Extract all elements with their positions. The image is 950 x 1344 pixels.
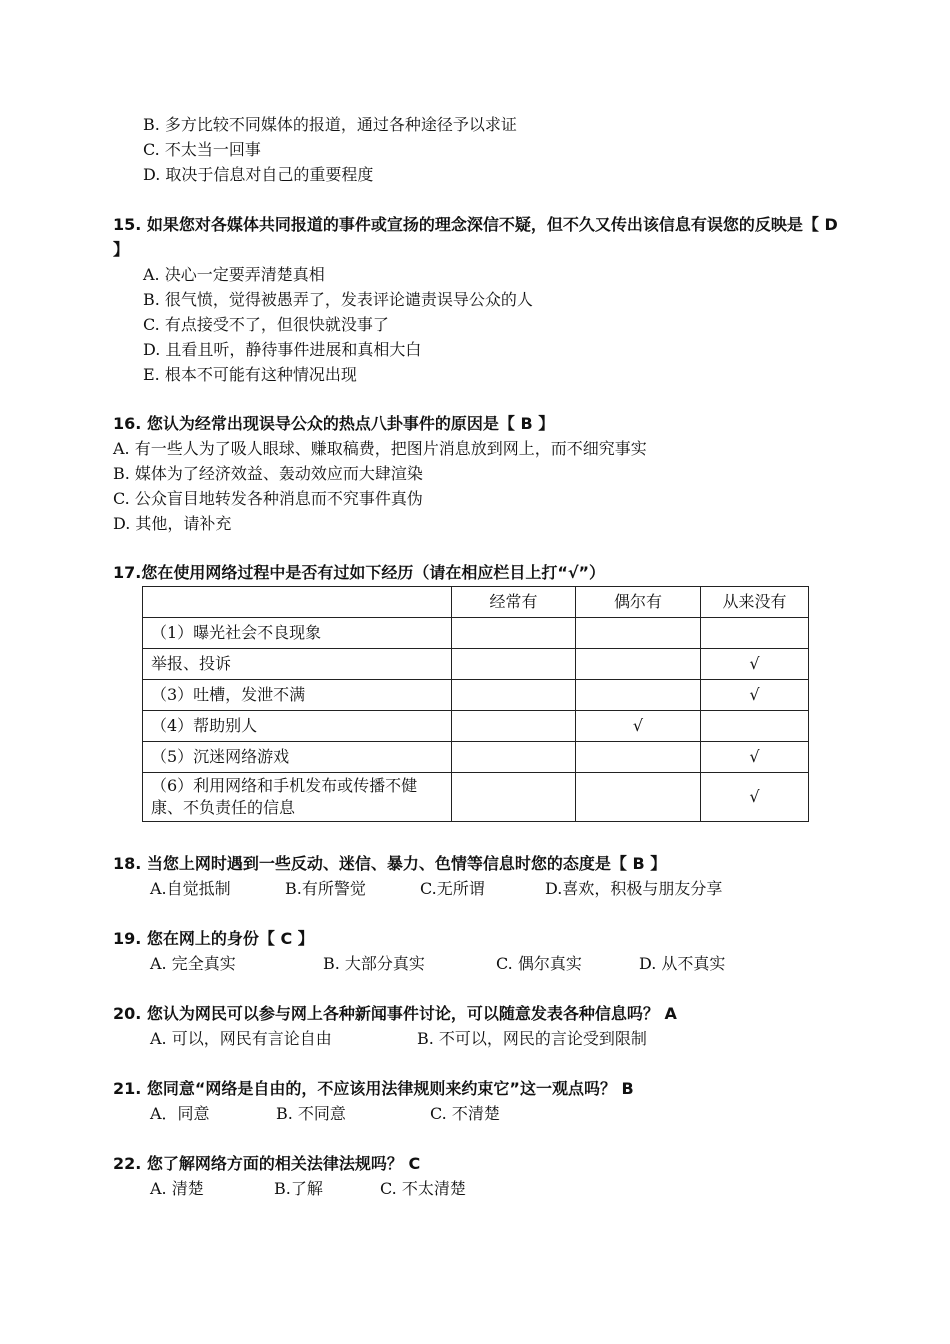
option: C. 有点接受不了，但很快就没事了: [143, 315, 389, 334]
question-22: [0, 1151, 950, 1201]
row-label: （6）利用网络和手机发布或传播不健康、不负责任的信息: [143, 773, 452, 822]
option: A. 可以，网民有言论自由: [150, 1029, 332, 1048]
header-cell: 从来没有: [701, 587, 809, 618]
option-row: [0, 1101, 950, 1126]
cell-sometimes: [576, 742, 701, 773]
cell-never: √: [701, 649, 809, 680]
table-row: [143, 649, 809, 680]
table-row: [143, 742, 809, 773]
cell-sometimes: [576, 773, 701, 822]
table-header-row: [143, 587, 809, 618]
option: D. 其他，请补充: [113, 514, 232, 533]
cell-never: [701, 618, 809, 649]
option-row: [0, 876, 950, 901]
row-label: （1）曝光社会不良现象: [143, 618, 452, 649]
option: D. 取决于信息对自己的重要程度: [143, 165, 374, 184]
experience-table: [142, 586, 809, 822]
cell-sometimes: √: [576, 711, 701, 742]
header-cell: 经常有: [452, 587, 576, 618]
option: C.无所谓: [420, 879, 485, 898]
option: A.自觉抵制: [150, 879, 231, 898]
option: E. 根本不可能有这种情况出现: [143, 365, 357, 384]
question-20: [0, 1001, 950, 1051]
header-cell: [143, 587, 452, 618]
option: B. 大部分真实: [323, 954, 425, 973]
cell-never: √: [701, 680, 809, 711]
option: D. 从不真实: [639, 954, 726, 973]
option: D. 且看且听，静待事件进展和真相大白: [143, 340, 422, 359]
row-label: （3）吐槽，发泄不满: [143, 680, 452, 711]
cell-often: [452, 680, 576, 711]
option: B. 多方比较不同媒体的报道，通过各种途径予以求证: [143, 115, 517, 134]
question-18: [0, 851, 950, 901]
option: D.喜欢，积极与朋友分享: [545, 879, 723, 898]
option-row: [0, 1026, 950, 1051]
row-label: （4）帮助别人: [143, 711, 452, 742]
option: A. 决心一定要弄清楚真相: [143, 265, 325, 284]
question-15: [0, 212, 950, 387]
row-label: （5）沉迷网络游戏: [143, 742, 452, 773]
question-title: 21. 您同意“网络是自由的，不应该用法律规则来约束它”这一观点吗？ B: [113, 1079, 634, 1098]
option: A. 有一些人为了吸人眼球、赚取稿费，把图片消息放到网上，而不细究事实: [113, 439, 647, 458]
option: A．同意: [150, 1104, 210, 1123]
option: A. 清楚: [150, 1179, 204, 1198]
question-19: [0, 926, 950, 976]
row-label: 举报、投诉: [143, 649, 452, 680]
option: C. 不太当一回事: [143, 140, 261, 159]
cell-often: [452, 649, 576, 680]
cell-never: √: [701, 773, 809, 822]
q14-options: [0, 112, 950, 187]
table-row: [143, 618, 809, 649]
option: C. 不太清楚: [380, 1179, 466, 1198]
option: B. 不可以，网民的言论受到限制: [417, 1029, 647, 1048]
cell-sometimes: [576, 680, 701, 711]
question-title: 19. 您在网上的身份【 C 】: [113, 929, 314, 948]
question-title: 17.您在使用网络过程中是否有过如下经历（请在相应栏目上打“√”）: [113, 563, 606, 582]
option: B.有所警觉: [285, 879, 366, 898]
table-row: [143, 773, 809, 822]
option: C. 公众盲目地转发各种消息而不究事件真伪: [113, 489, 423, 508]
question-17: [0, 560, 950, 585]
option: B. 不同意: [276, 1104, 346, 1123]
option: B.了解: [274, 1179, 323, 1198]
question-title: 20. 您认为网民可以参与网上各种新闻事件讨论，可以随意发表各种信息吗？ A: [113, 1004, 677, 1023]
cell-often: [452, 711, 576, 742]
table-row: [143, 680, 809, 711]
cell-sometimes: [576, 618, 701, 649]
cell-often: [452, 773, 576, 822]
option: B. 很气愤，觉得被愚弄了，发表评论谴责误导公众的人: [143, 290, 533, 309]
question-title: 15. 如果您对各媒体共同报道的事件或宣扬的理念深信不疑，但不久又传出该信息有误您的反映是【 D 】: [113, 215, 838, 259]
option: A. 完全真实: [150, 954, 236, 973]
header-cell: 偶尔有: [576, 587, 701, 618]
option: C. 不清楚: [430, 1104, 500, 1123]
question-title: 16. 您认为经常出现误导公众的热点八卦事件的原因是【 B 】: [113, 414, 555, 433]
table-row: [143, 711, 809, 742]
option-row: [0, 1176, 950, 1201]
question-16: [0, 411, 950, 536]
option: B. 媒体为了经济效益、轰动效应而大肆渲染: [113, 464, 423, 483]
question-title: 18. 当您上网时遇到一些反动、迷信、暴力、色情等信息时您的态度是【 B 】: [113, 854, 667, 873]
cell-never: [701, 711, 809, 742]
option-row: [0, 951, 950, 976]
cell-often: [452, 618, 576, 649]
question-21: [0, 1076, 950, 1126]
option: C. 偶尔真实: [496, 954, 582, 973]
cell-sometimes: [576, 649, 701, 680]
cell-often: [452, 742, 576, 773]
question-title: 22. 您了解网络方面的相关法律法规吗？ C: [113, 1154, 421, 1173]
cell-never: √: [701, 742, 809, 773]
